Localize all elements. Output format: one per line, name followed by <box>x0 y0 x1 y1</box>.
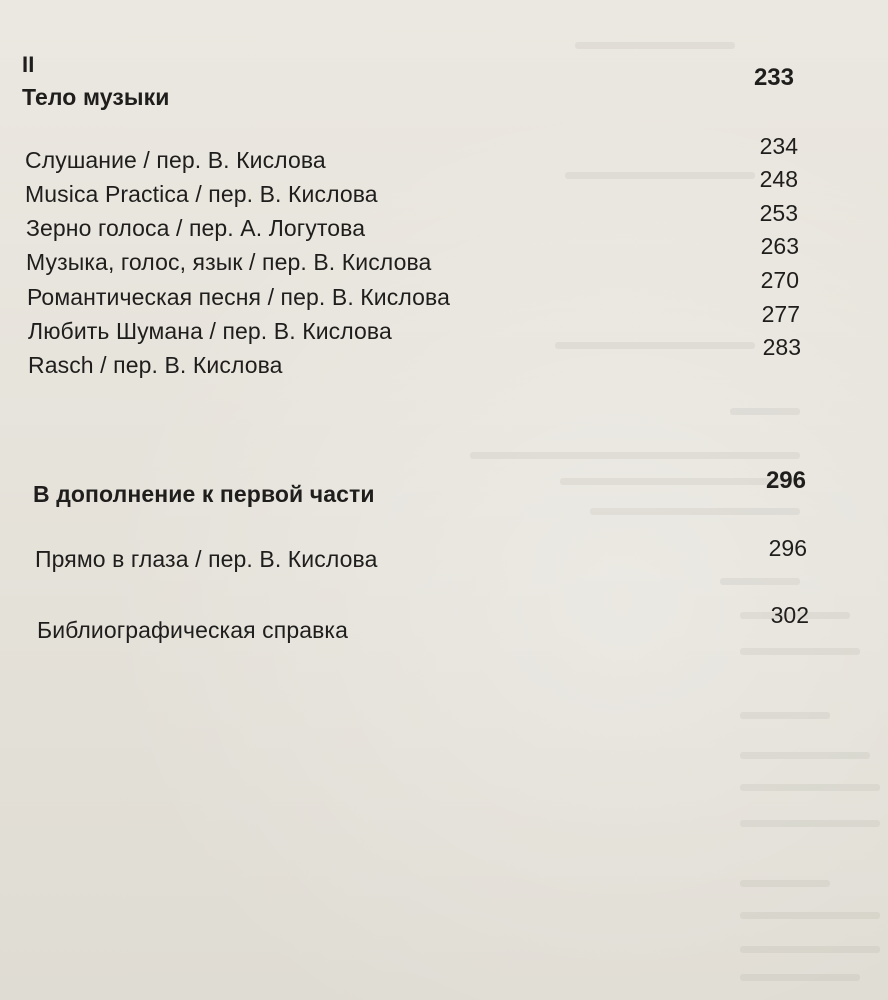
toc-entry-page: 277 <box>761 301 800 327</box>
toc-entry-page: 270 <box>760 267 799 293</box>
section-number: II <box>22 52 35 77</box>
toc-entry-title: Musica Practica / пер. В. Кислова <box>25 181 378 207</box>
toc-entry-title: Романтическая песня / пер. В. Кислова <box>27 284 450 310</box>
toc-entry-page: 296 <box>768 535 807 561</box>
toc-entry-title: Прямо в глаза / пер. В. Кислова <box>35 546 378 572</box>
toc-entry-page: 234 <box>759 133 798 159</box>
toc-entry-page: 263 <box>760 233 799 259</box>
toc-entry-title: Музыка, голос, язык / пер. В. Кислова <box>26 249 432 275</box>
toc-entry-title: Слушание / пер. В. Кислова <box>25 147 326 173</box>
toc-entry-title: Любить Шумана / пер. В. Кислова <box>28 318 392 344</box>
toc-entry-title: Зерно голоса / пер. А. Логутова <box>26 215 366 241</box>
appendix-title: В дополнение к первой части <box>33 481 375 507</box>
toc-entry-page: 253 <box>759 200 798 226</box>
toc-entry-title: Rasch / пер. В. Кислова <box>28 352 283 378</box>
bibliography-title: Библиографическая справка <box>37 617 348 643</box>
toc-entry-page: 248 <box>759 166 798 192</box>
section-title: Тело музыки <box>22 84 170 110</box>
section-page-number: 233 <box>753 64 794 91</box>
toc-entry-page: 283 <box>762 334 801 360</box>
appendix-page-number: 296 <box>765 467 806 494</box>
bibliography-page-number: 302 <box>770 602 809 628</box>
